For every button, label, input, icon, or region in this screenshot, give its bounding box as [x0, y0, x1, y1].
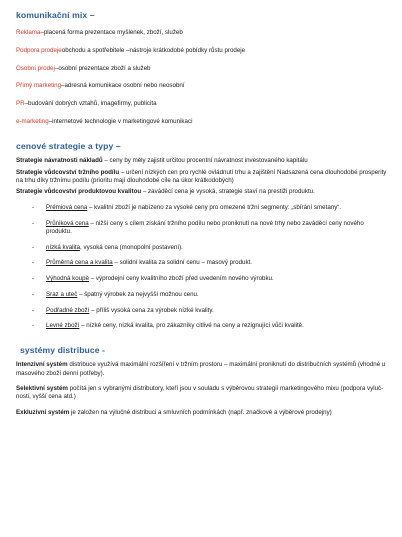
- communication-mix-list: [16, 29, 388, 127]
- mix-term: PR: [16, 100, 25, 108]
- mix-term: Přímý marketing: [16, 82, 62, 90]
- list-item: [32, 275, 388, 283]
- price-type-desc: , vysoká cena (monopolní postavení).: [80, 243, 183, 251]
- dash-bullet-icon: -: [32, 290, 35, 298]
- price-type-term: Prémiová cena: [46, 203, 88, 211]
- document-page: [16, 10, 388, 424]
- dash-bullet-icon: -: [32, 203, 35, 211]
- strategy-term: Strategie návratnosti nákladů: [16, 157, 103, 165]
- dash-bullet-icon: -: [32, 219, 35, 227]
- price-type-term: Průniková cena: [46, 219, 89, 227]
- price-type-desc: – výprodejní ceny kvalitního zboží před uvedením nového výrobku.: [89, 275, 274, 283]
- dash-bullet-icon: -: [32, 306, 35, 314]
- price-type-desc: – nižší ceny s cílem získání tržního podílu nebo proniknutí na nové trhy nebo zaváděcí ceny nového produktu.: [46, 219, 364, 235]
- price-type-term: Sraz a uteč: [46, 290, 78, 298]
- price-type-desc: – příliš vysoká cena za výrobek nízké kvality.: [89, 306, 214, 314]
- strategy-term: Strategie vůdcovství produktovou kvalitou: [16, 188, 142, 196]
- price-type-term: Podřadné zboží: [46, 306, 90, 314]
- distribution-item: [16, 385, 388, 402]
- distribution-term: Intenzivní systém: [16, 361, 68, 369]
- mix-item: [16, 82, 388, 90]
- strategy-desc: – určení nízkých cen pro rychlé ovládnutí trhu a zajištění Nadsazená cena dlouhodobé prosperity na trhu díky tržnímu podílu (prioritu mají dlouhodobé cíle na úkor krátkodobých): [16, 168, 387, 185]
- price-type-term: Levné zboží: [46, 322, 80, 330]
- dash-bullet-icon: -: [32, 243, 35, 251]
- mix-term: Reklama: [16, 28, 41, 36]
- distribution-desc: počítá jen s vybranými distributory, kteří jsou v souladu s výběrovou strategií marketingového mixu (podpora vylučnosti, vyšší cena atd.): [16, 385, 384, 401]
- list-item: [32, 259, 388, 267]
- list-item: [32, 244, 388, 252]
- mix-item: [16, 100, 388, 108]
- heading-communication-mix: komunikační mix –: [16, 10, 95, 20]
- strategy-desc: – ceny by měly zajistit určitou procentní návratnost investovaného kapitálu: [102, 157, 308, 165]
- distribution-term: Selektivní systém: [16, 385, 68, 393]
- mix-desc: –budování dobrých vztahů, imagefirmy, publicita: [24, 100, 157, 108]
- price-types-list: [16, 204, 388, 331]
- list-item: [32, 307, 388, 315]
- strategy-definition: [16, 157, 388, 165]
- price-type-term: Průměrná cena a kvalita: [46, 259, 113, 267]
- price-type-desc: – solidní kvalita za solidní cenu – masový produkt.: [112, 259, 253, 267]
- strategy-desc: – zaváděcí cena je vysoká, strategie staví na prestiži produktu.: [141, 188, 315, 196]
- mix-desc: –osobní prezentace zboží a služeb: [54, 64, 151, 72]
- price-type-term: Výhodná koupě: [46, 275, 90, 283]
- mix-term: Podpora prodeje: [16, 46, 62, 54]
- mix-item: [16, 47, 388, 55]
- pricing-strategy-definitions: [16, 157, 388, 196]
- price-type-desc: – nízké ceny, nízká kvalita, pro zákazníky citlivé na ceny a rezignující vůči kvalitě.: [79, 322, 304, 330]
- mix-item: [16, 29, 388, 37]
- mix-desc: –placená forma prezentace myšlenek, zboží, služeb: [40, 28, 183, 36]
- distribution-systems-list: [16, 361, 388, 417]
- list-item: [32, 204, 388, 212]
- dash-bullet-icon: -: [32, 259, 35, 267]
- list-item: [32, 291, 388, 299]
- list-item: [32, 322, 388, 330]
- distribution-item: [16, 409, 388, 417]
- dash-bullet-icon: -: [32, 275, 35, 283]
- distribution-term: Exkluzivní systém: [16, 408, 70, 416]
- strategy-definition: [16, 188, 388, 196]
- mix-desc: obchodu a spotřebitele –nástroje krátkodobé pobídky růstu prodeje: [61, 46, 246, 54]
- distribution-desc: distribuce využívá maximální rozšíření v tržním prostoru – maximální proniknutí do distribučních systémů (vhodné u masového zboží denní potřeby).: [16, 361, 386, 377]
- dash-bullet-icon: -: [32, 322, 35, 330]
- price-type-desc: – kvalitní zboží je nabízeno za vysoké ceny pro omezené tržní segmenty: „sbírání smetany“.: [87, 203, 342, 211]
- price-type-term: nízká kvalita: [46, 243, 81, 251]
- distribution-desc: je založen na výlučné distribuci a smluvních podmínkách (např. značkové a výběrové prodejny): [69, 408, 332, 416]
- mix-desc: –internetové technologie v marketingové komunikaci: [48, 118, 193, 126]
- mix-desc: –adresná komunikace osobní nebo neosobní: [61, 82, 185, 90]
- mix-item: [16, 65, 388, 73]
- list-item: [32, 220, 388, 237]
- strategy-definition: [16, 169, 388, 186]
- heading-pricing-strategies: cenové strategie a typy –: [16, 140, 121, 151]
- mix-term: Osobní prodej: [16, 64, 55, 72]
- strategy-term: Strategie vůdcovství tržního podílu: [16, 168, 120, 176]
- price-type-desc: – špatný výrobek za nejvyšší možnou cenu.: [77, 290, 199, 298]
- mix-item: [16, 118, 388, 126]
- heading-distribution-systems: systémy distribuce -: [20, 344, 106, 355]
- distribution-item: [16, 361, 388, 378]
- mix-term: e-marketing: [16, 118, 49, 126]
